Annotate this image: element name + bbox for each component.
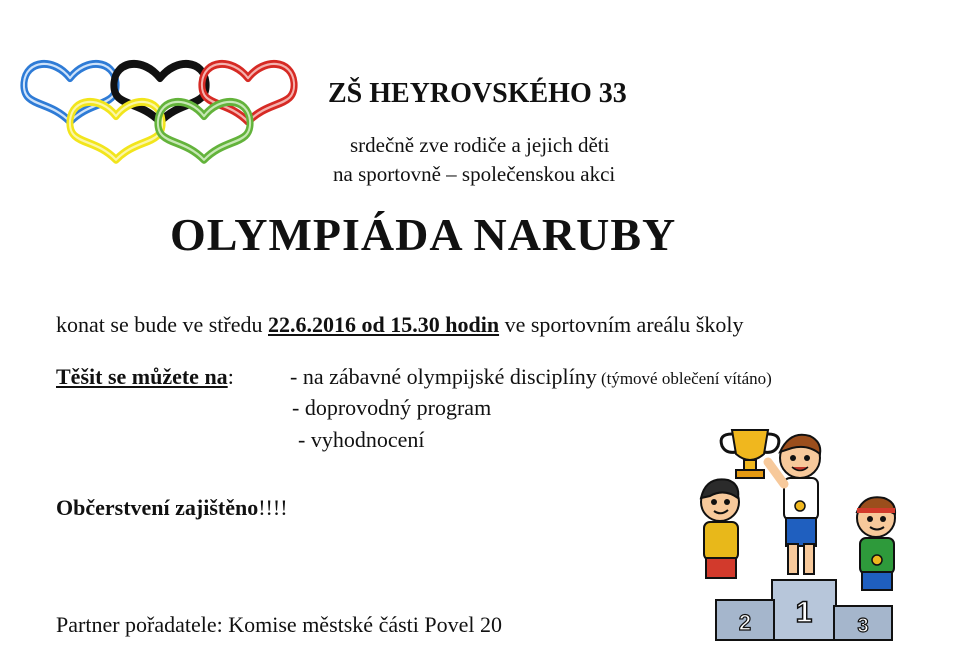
- list-item-text: na zábavné olympijské disciplíny: [302, 364, 597, 389]
- school-name: ZŠ HEYROVSKÉHO 33: [328, 78, 627, 109]
- refreshment-note: [56, 495, 288, 521]
- list-item-text: doprovodný program: [304, 395, 492, 420]
- list-dash: -: [290, 364, 303, 389]
- when-suffix: ve sportovním areálu školy: [499, 312, 744, 337]
- kids-podium-illustration: [680, 410, 920, 646]
- look-forward-heading: Těšit se můžete na: [56, 364, 228, 389]
- list-dash: -: [292, 395, 305, 420]
- partner-line: Partner pořadatele: Komise městské části Povel 20: [56, 612, 502, 637]
- event-date: 22.6.2016 od 15.30 hodin: [268, 312, 500, 337]
- refreshment-bold: Občerstvení zajištěno: [56, 495, 259, 520]
- event-when: [56, 312, 743, 338]
- podium-number-2: 2: [738, 610, 752, 635]
- list-item: [298, 427, 424, 453]
- olympic-hearts-logo: [18, 40, 298, 190]
- podium-number-1: 1: [795, 596, 813, 629]
- list-item: [292, 395, 491, 421]
- invitation-line-1: srdečně zve rodiče a jejich děti: [350, 133, 610, 157]
- list-item-note: (týmové oblečení vítáno): [596, 369, 772, 388]
- podium-number-3: 3: [857, 615, 869, 637]
- look-forward-label: [56, 364, 234, 390]
- invitation-line-2: na sportovně – společenskou akci: [333, 162, 616, 186]
- look-forward-colon: :: [227, 364, 234, 389]
- when-prefix: konat se bude ve středu: [56, 312, 268, 337]
- winner-kid-icon: [768, 435, 820, 574]
- second-place-kid-icon: [701, 479, 739, 578]
- refreshment-exclamation: !!!!: [258, 495, 288, 520]
- third-place-kid-icon: [857, 497, 895, 590]
- list-item-text: vyhodnocení: [310, 427, 425, 452]
- list-dash: -: [298, 427, 311, 452]
- event-title: OLYMPIÁDA NARUBY: [170, 209, 677, 260]
- list-item: [290, 364, 772, 390]
